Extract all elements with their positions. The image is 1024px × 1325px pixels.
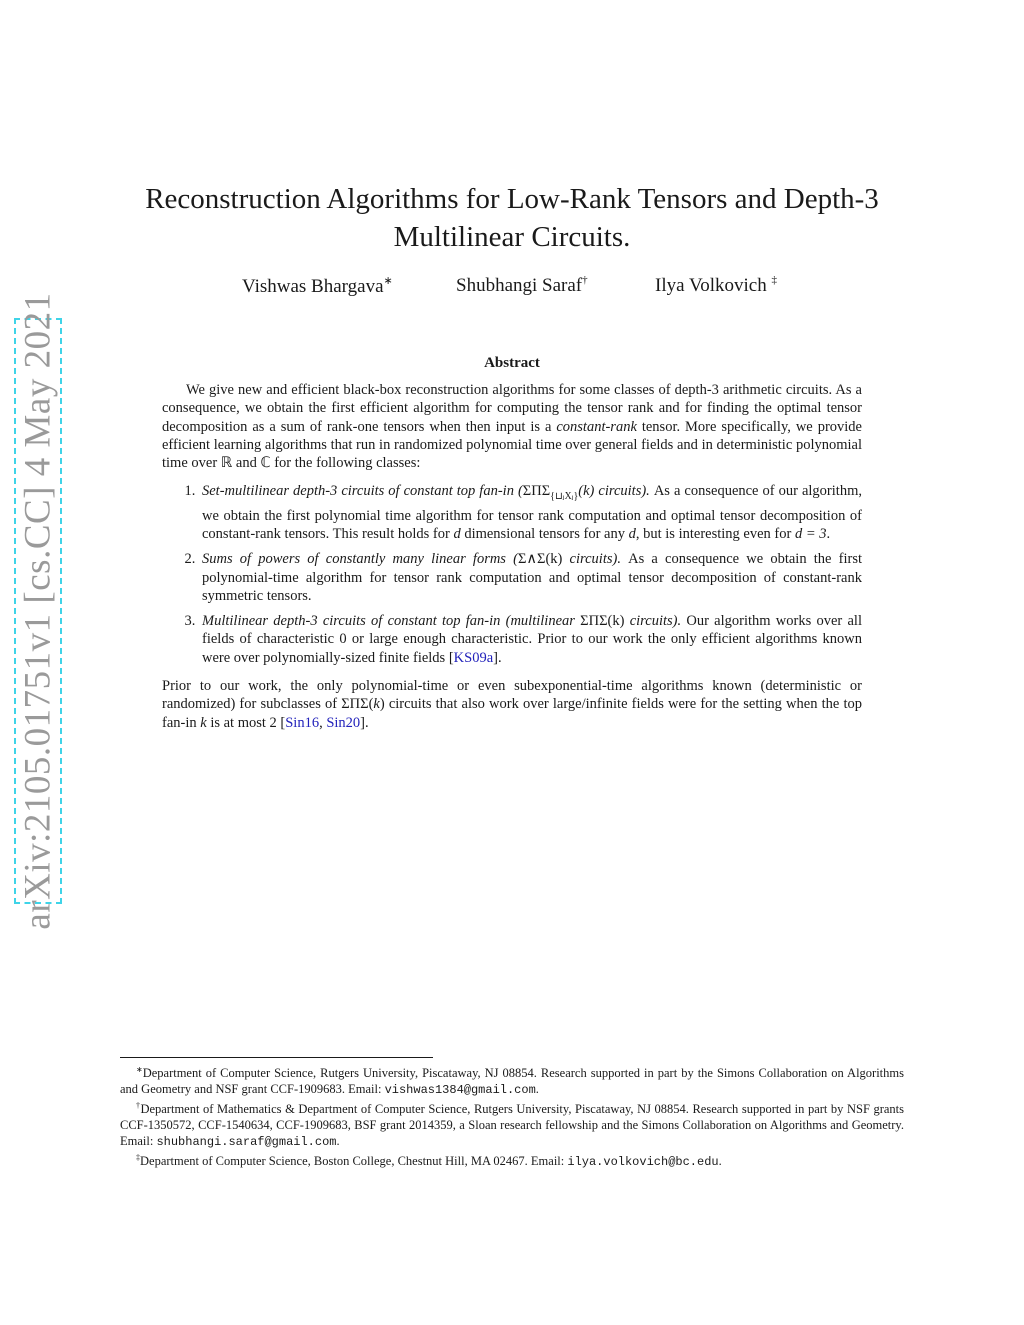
author-2: Shubhangi Saraf† [456,274,588,296]
title-line-1: Reconstruction Algorithms for Low-Rank Tensors and Depth-3 [145,183,879,215]
author-3: Ilya Volkovich ‡ [655,274,777,296]
list-item: 3. Multilinear depth-3 circuits of constant top fan-in (multilinear ΣΠΣ(k) circuits). Our algorithm works over all fields of characteristic 0 or large enough characteristic. Prior to our work the only efficient algorithms known were over polynomially-sized finite fields [KS09a]. [199,612,862,667]
abstract-heading: Abstract [484,355,540,371]
list-item: 2. Sums of powers of constantly many linear forms (Σ∧Σ(k) circuits). As a consequence we obtain the first polynomial-time algorithm for tensor rank computation and optimal tensor decomposition of constant-rank symmetric tensors. [199,550,862,605]
footnote-3: ‡Department of Computer Science, Boston College, Chestnut Hill, MA 02467. Email: ilya.volkovich@bc.edu. [136,1153,722,1169]
citation-link[interactable]: Sin16 [285,714,320,731]
abstract-closing: Prior to our work, the only polynomial-time or even subexponential-time algorithms known (deterministic or randomized) for subclasses of ΣΠΣ(k) circuits that also work over large/infinite fields were for the setting when the top fan-in k is at most 2 [Sin16, Sin20]. [162,678,862,731]
abstract-intro: We give new and efficient black-box reconstruction algorithms for some classes of depth-3 arithmetic circuits. As a consequence, we obtain the first efficient algorithm for computing the tensor rank and for finding the optimal tensor decomposition as a sum of rank-one tensors when then input is a constant-rank tensor. More specifically, we provide efficient learning algorithms that run in randomized polynomial time over general fields and in deterministic polynomial time over ℝ and ℂ for the following classes: [162,382,862,472]
author-list [0,274,1024,300]
email-address[interactable]: vishwas1384@gmail.com [384,1083,536,1097]
email-address[interactable]: ilya.volkovich@bc.edu [567,1155,719,1169]
arxiv-stamp[interactable] [14,292,62,930]
abstract-body [162,381,862,732]
list-item: 1. Set-multilinear depth-3 circuits of constant top fan-in ($\Sigma\Pi\Sigma_{\{⊔ⱼXⱼ\}}(k)$ circuits). As a consequence of our algorithm, we obtain the first polynomial time algorithm for tensor rank computation and optimal tensor decomposition of constant-rank tensors. This result holds for d dimensional tensors for any d, but is interesting even for d = 3. [199,482,862,543]
title-line-2: Multilinear Circuits. [393,221,631,253]
author-1: Vishwas Bhargava∗ [242,275,393,297]
footnotes [120,1062,904,1170]
email-address[interactable]: shubhangi.saraf@gmail.com [156,1135,337,1149]
citation-link[interactable]: KS09a [453,649,494,666]
footnote-divider [120,1057,433,1058]
footnote-1: ∗Department of Computer Science, Rutgers University, Piscataway, NJ 08854. Research supported in part by the Simons Collaboration on Algorithms and Geometry and NSF grant CCF-1909683. Email: vishwas1384@gmail.com. [120,1065,904,1097]
citation-link[interactable]: Sin20 [326,714,361,731]
footnote-2: †Department of Mathematics & Department of Computer Science, Rutgers University, Piscataway, NJ 08854. Research supported in part by NSF grants CCF-1350572, CCF-1540634, CCF-1909683, BSF grant 2014359, a Sloan research fellowship and the Simons Collaboration on Algorithms and Geometry. Email: shubhangi.saraf@gmail.com. [120,1101,905,1149]
arxiv-id: arXiv:2105.01751v1 [cs.CC] 4 May 2021 [17,292,59,930]
result-list [162,482,862,667]
paper-title [120,180,904,256]
